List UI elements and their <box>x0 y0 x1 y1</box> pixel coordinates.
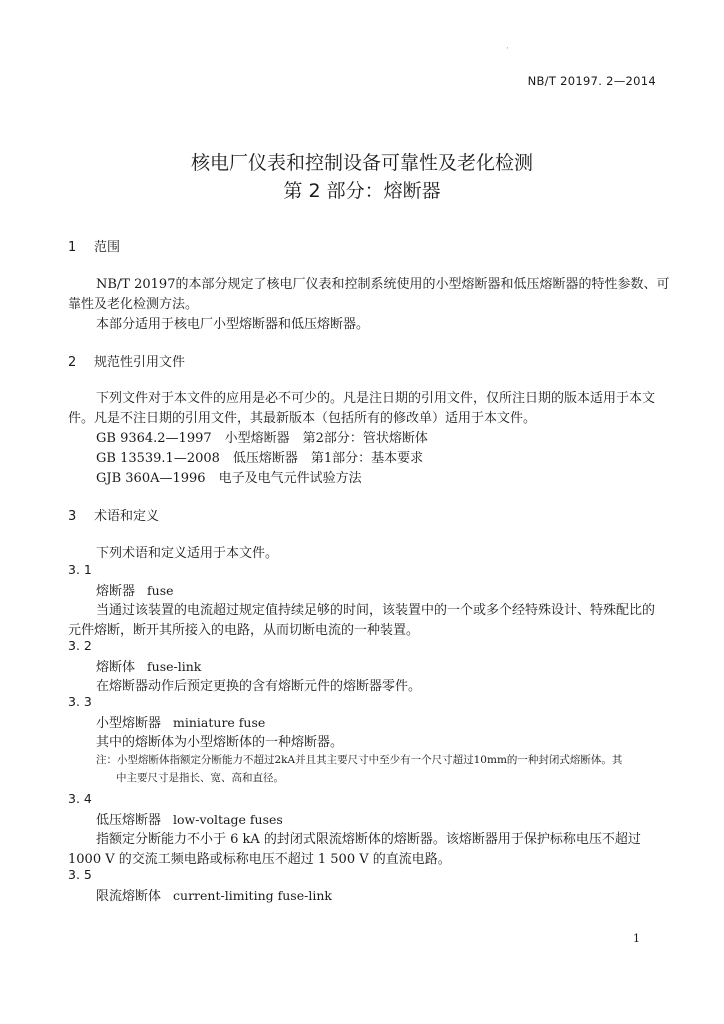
subclause-number: 3. 4 <box>68 791 92 806</box>
page-number: 1 <box>633 932 640 945</box>
term-english: fuse-link <box>147 659 202 674</box>
paragraph: 本部分适用于核电厂小型熔断器和低压熔断器。 <box>96 317 370 332</box>
section-number: 3 <box>68 509 77 524</box>
section-number: 1 <box>68 240 77 255</box>
term-definition-continuation: 1000 V 的交流工频电路或标称电压不超过 1 500 V 的直流电路。 <box>68 852 451 867</box>
paragraph-continuation: 靠性及老化检测方法。 <box>68 297 199 312</box>
term-entry <box>96 580 174 599</box>
term-definition-continuation: 元件熔断，断开其所接入的电路，从而切断电流的一种装置。 <box>68 623 420 638</box>
term-definition: 其中的熔断体为小型熔断体的一种熔断器。 <box>96 735 344 750</box>
term-english: low-voltage fuses <box>173 812 283 827</box>
term-chinese: 小型熔断器 <box>96 716 162 731</box>
paragraph: NB/T 20197的本部分规定了核电厂仪表和控制系统使用的小型熔断器和低压熔断器的特性参数、可 <box>96 277 670 292</box>
term-definition: 当通过该装置的电流超过规定值持续足够的时间，该装置中的一个或多个经特殊设计、特殊配比的 <box>96 603 656 618</box>
term-entry <box>96 885 332 904</box>
term-english: fuse <box>147 583 174 598</box>
term-entry <box>96 712 265 731</box>
subclause-number: 3. 3 <box>68 694 92 709</box>
term-entry <box>96 809 283 828</box>
subclause-number: 3. 5 <box>68 867 92 882</box>
section-title: 范围 <box>94 240 121 255</box>
paragraph-continuation: 件。凡是不注日期的引用文件，其最新版本（包括所有的修改单）适用于本文件。 <box>68 411 537 426</box>
paragraph: 下列术语和定义适用于本文件。 <box>96 546 279 561</box>
term-chinese: 熔断器 <box>96 584 136 599</box>
section-2-heading <box>68 351 185 370</box>
term-note-continuation: 中主要尺寸是指长、宽、高和直径。 <box>116 772 284 784</box>
paragraph: 下列文件对于本文件的应用是必不可少的。凡是注日期的引用文件，仅所注日期的版本适用于本文 <box>96 391 656 406</box>
section-3-heading <box>68 505 159 524</box>
term-chinese: 熔断体 <box>96 660 136 675</box>
section-1-heading <box>68 236 120 255</box>
term-english: miniature fuse <box>173 715 266 730</box>
standard-code-header: NB/T 20197. 2—2014 <box>527 74 656 88</box>
subclause-number: 3. 1 <box>68 562 92 577</box>
document-title: 核电厂仪表和控制设备可靠性及老化检测 <box>190 152 533 174</box>
document-subtitle: 第 2 部分：熔断器 <box>283 180 441 202</box>
term-chinese: 限流熔断体 <box>96 889 162 904</box>
reference-item: GJB 360A—1996 电子及电气元件试验方法 <box>96 471 362 486</box>
section-title: 术语和定义 <box>94 509 160 524</box>
term-chinese: 低压熔断器 <box>96 813 162 828</box>
section-number: 2 <box>68 355 77 370</box>
term-definition: 在熔断器动作后预定更换的含有熔断元件的熔断器零件。 <box>96 679 422 694</box>
term-definition: 指额定分断能力不小于 6 kA 的封闭式限流熔断体的熔断器。该熔断器用于保护标称电压不超过 <box>96 832 641 847</box>
scan-speck: · <box>506 44 509 54</box>
reference-item: GB 13539.1—2008 低压熔断器 第1部分：基本要求 <box>96 451 424 466</box>
term-english: current-limiting fuse-link <box>173 888 332 903</box>
section-title: 规范性引用文件 <box>94 355 186 370</box>
subclause-number: 3. 2 <box>68 638 92 653</box>
term-entry <box>96 656 201 675</box>
reference-item: GB 9364.2—1997 小型熔断器 第2部分：管状熔断体 <box>96 431 428 446</box>
term-note: 注：小型熔断体指额定分断能力不超过2kA并且其主要尺寸中至少有一个尺寸超过10mm的一种封闭式熔断体。其 <box>96 754 623 766</box>
